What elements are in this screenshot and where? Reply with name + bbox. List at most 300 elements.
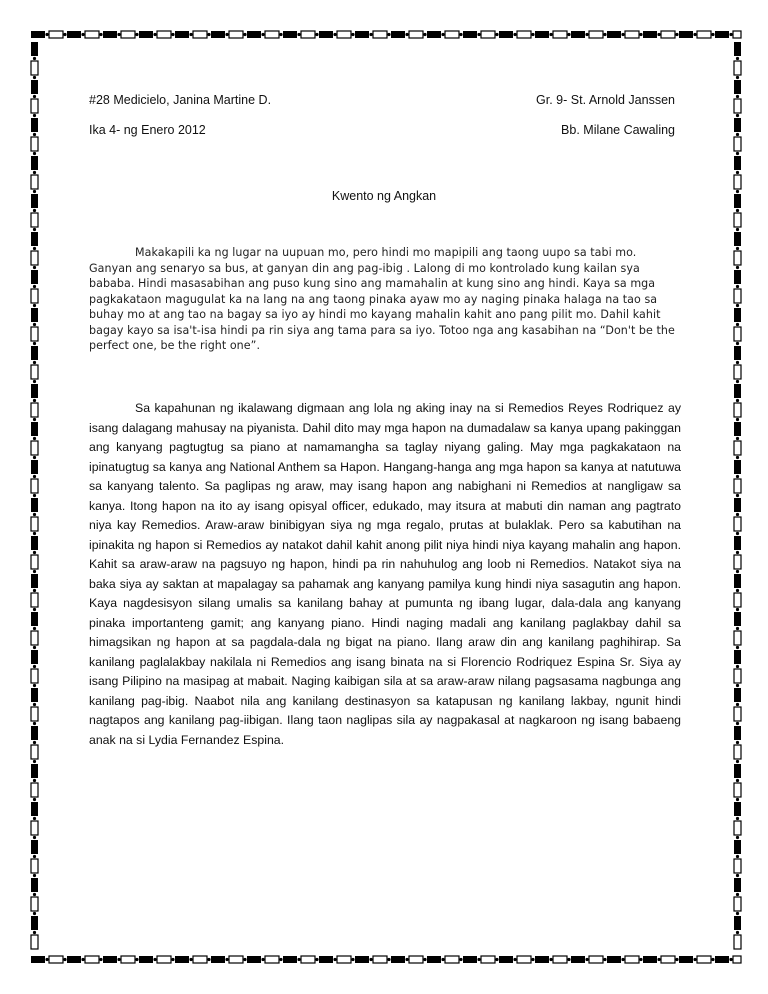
border-segment bbox=[734, 935, 741, 949]
border-segment bbox=[31, 232, 38, 246]
border-segment bbox=[734, 327, 741, 341]
border-dot bbox=[33, 817, 36, 820]
border-dot bbox=[736, 874, 739, 877]
border-dot bbox=[736, 684, 739, 687]
border-dot bbox=[135, 958, 138, 961]
border-dot bbox=[81, 33, 84, 36]
border-segment bbox=[607, 956, 621, 963]
border-segment bbox=[734, 517, 741, 531]
border-dot bbox=[387, 33, 390, 36]
border-segment bbox=[31, 213, 38, 227]
border-dot bbox=[495, 958, 498, 961]
border-dot bbox=[279, 958, 282, 961]
border-dot bbox=[33, 798, 36, 801]
border-dot bbox=[405, 958, 408, 961]
border-segment bbox=[517, 31, 531, 38]
border-dot bbox=[33, 437, 36, 440]
border-dot bbox=[33, 114, 36, 117]
border-dot bbox=[736, 456, 739, 459]
border-segment bbox=[481, 956, 495, 963]
border-segment bbox=[31, 31, 45, 38]
border-dot bbox=[736, 323, 739, 326]
border-dot bbox=[33, 418, 36, 421]
border-dot bbox=[639, 958, 642, 961]
border-dot bbox=[531, 33, 534, 36]
border-segment bbox=[445, 31, 459, 38]
border-dot bbox=[441, 33, 444, 36]
border-dot bbox=[711, 33, 714, 36]
border-segment bbox=[734, 251, 741, 265]
border-dot bbox=[736, 570, 739, 573]
border-dot bbox=[549, 958, 552, 961]
border-segment bbox=[31, 289, 38, 303]
border-segment bbox=[31, 479, 38, 493]
border-dot bbox=[477, 33, 480, 36]
border-dot bbox=[441, 958, 444, 961]
border-segment bbox=[31, 878, 38, 892]
border-segment bbox=[31, 764, 38, 778]
border-segment bbox=[229, 31, 243, 38]
border-dot bbox=[225, 33, 228, 36]
border-segment bbox=[139, 956, 153, 963]
border-segment bbox=[715, 956, 729, 963]
border-dot bbox=[459, 33, 462, 36]
border-segment bbox=[31, 745, 38, 759]
border-dot bbox=[33, 722, 36, 725]
border-segment bbox=[31, 498, 38, 512]
border-segment bbox=[85, 31, 99, 38]
border-segment bbox=[31, 175, 38, 189]
border-segment bbox=[247, 31, 261, 38]
border-dot bbox=[33, 589, 36, 592]
border-dot bbox=[117, 33, 120, 36]
story-paragraph: Sa kapahunan ng ikalawang digmaan ang lola ng aking inay na si Remedios Reyes Rodriquez ay isang dalagang mahusay na piyanista. Dahil dito may mga hapon na dumadalaw sa kanya upang pakinggan ang kanyang pagtugtug sa piano at namamangha sa taglay niyang galing. May mga pagkakataon na ipinatugtug sa kanya ang National Anthem sa Hapon. Hangang-hanga ang mga hapon sa kanya at natutuwa sa kanyang talento. Sa paglipas ng araw, may isang hapon ang nabighani ni Remedios at nangligaw sa kanya. Itong hapon na ito ay isang opisyal officer, edukado, may itsura at mabuti din naman ang pagtrato niya kay Remedios. Araw-araw binibigyan siya ng mga regalo, prutas at bulaklak. Pero sa kabutihan na ipinakita ng hapon si Remedios ay natakot dahil kahit anong pilit niya hindi niya kayang mahalin ang hapon. Kahit sa araw-araw na pagsuyo ng hapon, hindi pa rin nahuhulog ang loob ni Remedios. Natakot siya na baka siya ay saktan at mapalagay sa pahamak ang kanyang pamilya kung hindi niya sasagutin ang hapon. Kaya nagdesisyon silang umalis sa kanilang bahay at pumunta ng ibang lugar, dala-dala ang kanyang pinaka importanteng gamit; ang kanyang piano. Hindi naging madali ang kanilang paglakbay dahil sa himagsikan ng hapon at sa pagdala-dala ng bigat na piano. Ilang araw din ang kanilang paghihirap. Sa kanilang paglalakbay nakilala ni Remedios ang isang binata na si Florencio Rodriquez Espina Sr. Siya ay isang Pilipino na masipag at mabait. Naging kaibigan sila at sa araw-araw nilang pagsasama nagbunga ang kanilang pag-ibig. Naabot nila ang kanilang destinasyon sa katapusan ng kanilang lakbay, ngunit hindi nagtapos ang kanilang pag-iibigan. Ilang taon naglipas sila ay nagpakasal at nagkaroon ng isang babaeng anak na si Lydia Fernandez Espina. bbox=[89, 401, 681, 747]
border-segment bbox=[31, 403, 38, 417]
date-line: Ika 4- ng Enero 2012 bbox=[89, 123, 206, 137]
border-dot bbox=[33, 931, 36, 934]
border-segment bbox=[31, 365, 38, 379]
intro-paragraph: Makakapili ka ng lugar na uupuan mo, pero hindi mo mapipili ang taong uupo sa tabi mo. Ganyan ang senaryo sa bus, at ganyan din ang pag-ibig . Lalong di mo kontrolado kung kailan sya bababa. Hindi masasabihan ang puso kung sino ang mamahalin at kung sino ang hindi. Kaya sa mga pagkakataon magugulat ka na lang na ang taong pinaka ayaw mo ay naging pinaka halaga na tao sa buhay mo at ang tao na bagay sa iyo ay hindi mo kayang mahalin kahit ano pang pilit mo. Dahil kahit bagay kayo sa isa't-isa hindi pa rin siya ang tama para sa iyo. Totoo nga ang kasabihan na “Don't be the perfect one, be the right one”. bbox=[89, 246, 675, 352]
border-dot bbox=[549, 33, 552, 36]
border-dot bbox=[736, 627, 739, 630]
border-segment bbox=[571, 956, 585, 963]
border-segment bbox=[734, 745, 741, 759]
border-dot bbox=[459, 958, 462, 961]
border-segment bbox=[211, 31, 225, 38]
border-dot bbox=[567, 33, 570, 36]
border-segment bbox=[31, 612, 38, 626]
grade-section: Gr. 9- St. Arnold Janssen bbox=[536, 93, 675, 107]
border-segment bbox=[31, 270, 38, 284]
border-segment bbox=[373, 31, 387, 38]
border-segment bbox=[734, 422, 741, 436]
border-segment bbox=[31, 916, 38, 930]
border-segment bbox=[733, 31, 741, 38]
border-segment bbox=[31, 555, 38, 569]
border-dot bbox=[33, 893, 36, 896]
border-dot bbox=[33, 912, 36, 915]
border-dot bbox=[81, 958, 84, 961]
border-segment bbox=[31, 650, 38, 664]
border-dot bbox=[63, 33, 66, 36]
border-segment bbox=[734, 346, 741, 360]
border-dot bbox=[736, 57, 739, 60]
border-dot bbox=[33, 95, 36, 98]
border-segment bbox=[734, 479, 741, 493]
border-segment bbox=[31, 821, 38, 835]
border-segment bbox=[625, 31, 639, 38]
border-segment bbox=[734, 308, 741, 322]
border-dot bbox=[33, 380, 36, 383]
border-segment bbox=[734, 669, 741, 683]
border-segment bbox=[734, 289, 741, 303]
border-segment bbox=[734, 878, 741, 892]
border-dot bbox=[736, 95, 739, 98]
border-segment bbox=[265, 31, 279, 38]
border-segment bbox=[625, 956, 639, 963]
border-segment bbox=[31, 593, 38, 607]
border-segment bbox=[697, 956, 711, 963]
border-segment bbox=[31, 327, 38, 341]
border-dot bbox=[736, 361, 739, 364]
border-segment bbox=[49, 31, 63, 38]
border-dot bbox=[736, 513, 739, 516]
border-dot bbox=[736, 741, 739, 744]
border-dot bbox=[736, 779, 739, 782]
border-segment bbox=[31, 346, 38, 360]
border-dot bbox=[639, 33, 642, 36]
border-segment bbox=[734, 593, 741, 607]
border-segment bbox=[31, 99, 38, 113]
border-segment bbox=[427, 31, 441, 38]
border-segment bbox=[175, 956, 189, 963]
border-segment bbox=[31, 118, 38, 132]
border-dot bbox=[621, 958, 624, 961]
border-dot bbox=[243, 33, 246, 36]
border-segment bbox=[31, 688, 38, 702]
border-dot bbox=[567, 958, 570, 961]
border-segment bbox=[31, 251, 38, 265]
border-dot bbox=[333, 33, 336, 36]
border-segment bbox=[31, 956, 45, 963]
border-segment bbox=[31, 156, 38, 170]
border-dot bbox=[33, 133, 36, 136]
border-dot bbox=[297, 958, 300, 961]
border-segment bbox=[391, 31, 405, 38]
border-right bbox=[734, 42, 741, 949]
border-dot bbox=[736, 836, 739, 839]
border-dot bbox=[736, 893, 739, 896]
border-segment bbox=[31, 441, 38, 455]
border-segment bbox=[31, 783, 38, 797]
border-dot bbox=[736, 133, 739, 136]
border-segment bbox=[679, 956, 693, 963]
border-dot bbox=[99, 958, 102, 961]
border-dot bbox=[736, 798, 739, 801]
border-segment bbox=[734, 384, 741, 398]
border-dot bbox=[423, 33, 426, 36]
border-segment bbox=[85, 956, 99, 963]
border-segment bbox=[31, 42, 38, 56]
border-segment bbox=[715, 31, 729, 38]
border-segment bbox=[589, 31, 603, 38]
border-segment bbox=[734, 555, 741, 569]
border-dot bbox=[279, 33, 282, 36]
intro-paragraph-block bbox=[89, 245, 681, 354]
border-segment bbox=[734, 118, 741, 132]
border-dot bbox=[33, 361, 36, 364]
border-dot bbox=[33, 171, 36, 174]
border-dot bbox=[736, 342, 739, 345]
border-segment bbox=[643, 31, 657, 38]
border-dot bbox=[736, 855, 739, 858]
border-dot bbox=[531, 958, 534, 961]
border-dot bbox=[736, 76, 739, 79]
border-dot bbox=[189, 33, 192, 36]
border-segment bbox=[373, 956, 387, 963]
border-segment bbox=[31, 707, 38, 721]
border-segment bbox=[734, 783, 741, 797]
border-segment bbox=[31, 61, 38, 75]
border-segment bbox=[734, 441, 741, 455]
border-dot bbox=[261, 958, 264, 961]
border-dot bbox=[736, 665, 739, 668]
border-dot bbox=[405, 33, 408, 36]
border-dot bbox=[736, 171, 739, 174]
border-dot bbox=[351, 958, 354, 961]
border-dot bbox=[261, 33, 264, 36]
border-dot bbox=[297, 33, 300, 36]
border-segment bbox=[157, 956, 171, 963]
border-segment bbox=[734, 612, 741, 626]
border-segment bbox=[31, 517, 38, 531]
border-dot bbox=[33, 342, 36, 345]
border-segment bbox=[301, 956, 315, 963]
border-dot bbox=[63, 958, 66, 961]
border-segment bbox=[643, 956, 657, 963]
border-dot bbox=[736, 152, 739, 155]
border-segment bbox=[319, 31, 333, 38]
border-dot bbox=[33, 703, 36, 706]
border-segment bbox=[734, 802, 741, 816]
border-segment bbox=[734, 80, 741, 94]
border-dot bbox=[33, 399, 36, 402]
border-segment bbox=[31, 859, 38, 873]
border-dot bbox=[621, 33, 624, 36]
border-left bbox=[31, 42, 38, 949]
border-dot bbox=[657, 958, 660, 961]
border-segment bbox=[121, 31, 135, 38]
border-dot bbox=[45, 958, 48, 961]
border-dot bbox=[736, 817, 739, 820]
border-dot bbox=[33, 570, 36, 573]
border-segment bbox=[734, 764, 741, 778]
border-dot bbox=[736, 475, 739, 478]
border-segment bbox=[553, 31, 567, 38]
border-dot bbox=[207, 958, 210, 961]
border-segment bbox=[31, 726, 38, 740]
border-segment bbox=[734, 365, 741, 379]
border-segment bbox=[734, 726, 741, 740]
border-segment bbox=[734, 859, 741, 873]
border-segment bbox=[734, 460, 741, 474]
border-dot bbox=[423, 958, 426, 961]
border-dot bbox=[33, 456, 36, 459]
border-dot bbox=[675, 958, 678, 961]
border-dot bbox=[171, 958, 174, 961]
border-dot bbox=[736, 646, 739, 649]
border-segment bbox=[103, 956, 117, 963]
border-dot bbox=[33, 247, 36, 250]
border-dot bbox=[736, 608, 739, 611]
border-dot bbox=[243, 958, 246, 961]
border-dot bbox=[153, 33, 156, 36]
border-dot bbox=[736, 931, 739, 934]
border-dot bbox=[736, 114, 739, 117]
border-segment bbox=[31, 384, 38, 398]
border-segment bbox=[67, 956, 81, 963]
border-dot bbox=[736, 399, 739, 402]
border-segment bbox=[157, 31, 171, 38]
border-dot bbox=[736, 418, 739, 421]
border-dot bbox=[33, 779, 36, 782]
border-segment bbox=[409, 31, 423, 38]
border-dot bbox=[736, 494, 739, 497]
border-dot bbox=[736, 304, 739, 307]
border-segment bbox=[553, 956, 567, 963]
border-dot bbox=[585, 33, 588, 36]
border-dot bbox=[736, 912, 739, 915]
border-segment bbox=[661, 956, 675, 963]
document-title: Kwento ng Angkan bbox=[331, 189, 437, 203]
border-segment bbox=[31, 669, 38, 683]
border-dot bbox=[736, 532, 739, 535]
border-segment bbox=[481, 31, 495, 38]
border-segment bbox=[301, 31, 315, 38]
border-dot bbox=[729, 33, 732, 36]
border-segment bbox=[49, 956, 63, 963]
border-dot bbox=[33, 285, 36, 288]
border-dot bbox=[369, 958, 372, 961]
border-dot bbox=[33, 684, 36, 687]
border-segment bbox=[427, 956, 441, 963]
border-dot bbox=[117, 958, 120, 961]
border-segment bbox=[31, 80, 38, 94]
border-dot bbox=[33, 646, 36, 649]
border-dot bbox=[135, 33, 138, 36]
border-segment bbox=[535, 31, 549, 38]
student-name: #28 Medicielo, Janina Martine D. bbox=[89, 93, 272, 107]
border-dot bbox=[33, 532, 36, 535]
border-dot bbox=[153, 958, 156, 961]
border-segment bbox=[734, 707, 741, 721]
border-dot bbox=[315, 958, 318, 961]
border-segment bbox=[734, 270, 741, 284]
border-dot bbox=[369, 33, 372, 36]
border-dot bbox=[33, 494, 36, 497]
border-dot bbox=[513, 958, 516, 961]
border-dot bbox=[513, 33, 516, 36]
border-segment bbox=[139, 31, 153, 38]
border-dot bbox=[33, 627, 36, 630]
border-dot bbox=[189, 958, 192, 961]
border-dot bbox=[657, 33, 660, 36]
border-dot bbox=[315, 33, 318, 36]
border-dot bbox=[99, 33, 102, 36]
border-segment bbox=[734, 631, 741, 645]
border-segment bbox=[734, 61, 741, 75]
border-segment bbox=[734, 897, 741, 911]
border-segment bbox=[607, 31, 621, 38]
border-dot bbox=[736, 437, 739, 440]
border-bottom bbox=[31, 956, 741, 963]
border-segment bbox=[391, 956, 405, 963]
border-segment bbox=[734, 403, 741, 417]
border-segment bbox=[679, 31, 693, 38]
border-segment bbox=[283, 31, 297, 38]
border-dot bbox=[603, 33, 606, 36]
border-dot bbox=[33, 228, 36, 231]
border-dot bbox=[33, 57, 36, 60]
border-segment bbox=[734, 688, 741, 702]
border-dot bbox=[171, 33, 174, 36]
border-dot bbox=[585, 958, 588, 961]
border-segment bbox=[409, 956, 423, 963]
border-dot bbox=[207, 33, 210, 36]
border-dot bbox=[45, 33, 48, 36]
border-segment bbox=[463, 956, 477, 963]
border-dot bbox=[33, 209, 36, 212]
border-segment bbox=[103, 31, 117, 38]
border-dot bbox=[736, 266, 739, 269]
border-dot bbox=[736, 380, 739, 383]
border-segment bbox=[337, 956, 351, 963]
border-dot bbox=[387, 958, 390, 961]
border-segment bbox=[229, 956, 243, 963]
border-dot bbox=[736, 722, 739, 725]
border-segment bbox=[734, 232, 741, 246]
border-segment bbox=[31, 460, 38, 474]
border-dot bbox=[711, 958, 714, 961]
border-segment bbox=[211, 956, 225, 963]
border-segment bbox=[517, 956, 531, 963]
border-segment bbox=[355, 31, 369, 38]
border-dot bbox=[33, 76, 36, 79]
border-segment bbox=[193, 956, 207, 963]
border-segment bbox=[734, 498, 741, 512]
border-segment bbox=[734, 574, 741, 588]
border-segment bbox=[31, 935, 38, 949]
border-dot bbox=[736, 551, 739, 554]
border-segment bbox=[175, 31, 189, 38]
border-segment bbox=[734, 137, 741, 151]
border-dot bbox=[736, 589, 739, 592]
teacher-name: Bb. Milane Cawaling bbox=[561, 123, 675, 137]
border-segment bbox=[733, 956, 741, 963]
border-segment bbox=[31, 308, 38, 322]
border-dot bbox=[675, 33, 678, 36]
border-dot bbox=[225, 958, 228, 961]
border-dot bbox=[736, 209, 739, 212]
border-segment bbox=[734, 536, 741, 550]
border-segment bbox=[734, 99, 741, 113]
border-segment bbox=[31, 422, 38, 436]
border-segment bbox=[355, 956, 369, 963]
border-segment bbox=[734, 175, 741, 189]
border-segment bbox=[319, 956, 333, 963]
border-segment bbox=[734, 156, 741, 170]
border-segment bbox=[499, 956, 513, 963]
